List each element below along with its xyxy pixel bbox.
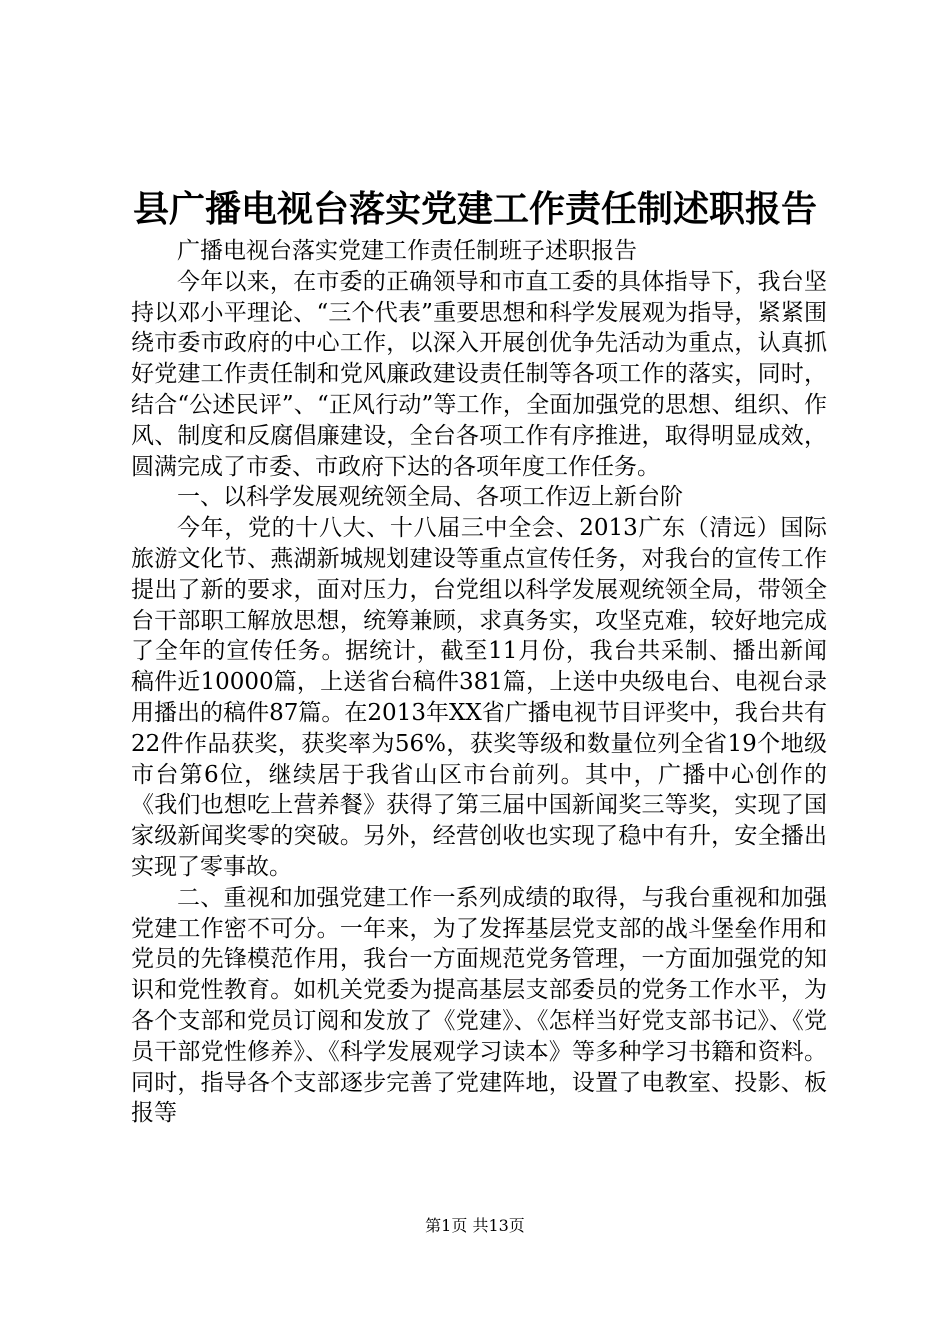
document-title: 县广播电视台落实党建工作责任制述职报告	[132, 188, 817, 230]
paragraph: 今年，党的十八大、十八届三中全会、2013广东（清远）国际旅游文化节、燕湖新城规划建设等重点宣传任务，对我台的宣传工作提出了新的要求，面对压力，台党组以科学发展观统领全局，带领全台干部职工解放思想，统筹兼顾，求真务实，攻坚克难，较好地完成了全年的宣传任务。据统计，截至11月份，我台共采制、播出新闻稿件近10000篇，上送省台稿件381篇，上送中央级电台、电视台录用播出的稿件87篇。在2013年XX省广播电视节目评奖中，我台共有22件作品获奖，获奖率为56%，获奖等级和数量位列全省19个地级市台第6位，继续居于我省山区市台前列。其中，广播中心创作的《我们也想吃上营养餐》获得了第三届中国新闻奖三等奖，实现了国家级新闻奖零的突破。另外，经营创收也实现了稳中有升，安全播出实现了零事故。	[131, 515, 827, 880]
page-number-footer: 第1页 共13页	[425, 1216, 525, 1235]
section-heading: 一、以科学发展观统领全局、各项工作迈上新台阶	[177, 484, 683, 511]
document-body	[131, 236, 827, 1129]
paragraph-subtitle: 广播电视台落实党建工作责任制班子述职报告	[177, 238, 637, 264]
paragraph: 今年以来，在市委的正确领导和市直工委的具体指导下，我台坚持以邓小平理论、“三个代表”重要思想和科学发展观为指导，紧紧围绕市委市政府的中心工作，以深入开展创优争先活动为重点，认真抓好党建工作责任制和党风廉政建设责任制等各项工作的落实，同时，结合“公述民评”、“正风行动”等工作，全面加强党的思想、组织、作风、制度和反腐倡廉建设，全台各项工作有序推进，取得明显成效，圆满完成了市委、市政府下达的各项年度工作任务。	[131, 268, 827, 480]
paragraph: 二、重视和加强党建工作一系列成绩的取得，与我台重视和加强党建工作密不可分。一年来，为了发挥基层党支部的战斗堡垒作用和党员的先锋模范作用，我台一方面规范党务管理，一方面加强党的知识和党性教育。如机关党委为提高基层支部委员的党务工作水平，为各个支部和党员订阅和发放了《党建》、《怎样当好党支部书记》、《党员干部党性修养》、《科学发展观学习读本》等多种学习书籍和资料。同时，指导各个支部逐步完善了党建阵地，设置了电教室、投影、板报等	[131, 884, 827, 1127]
